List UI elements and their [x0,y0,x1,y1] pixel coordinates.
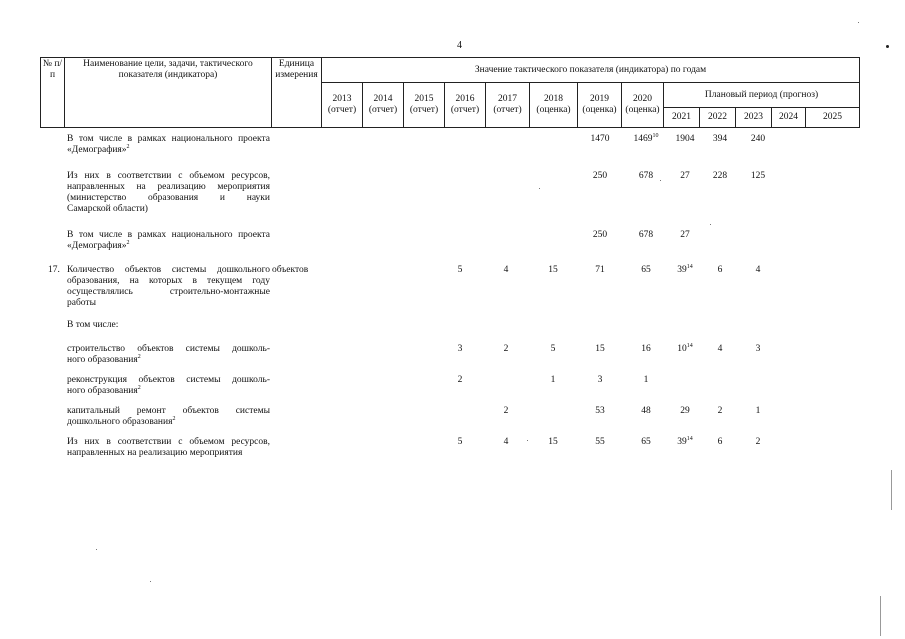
value-cell-2022 [705,344,735,355]
row-description-line: Из них в соответствии с объемом ресурсов, [67,171,270,181]
row-description-line: дошкольного образования$^2$ [67,415,176,427]
value-cell-2021 [670,344,700,355]
value-cell-2023 [743,171,773,182]
row-description [67,134,270,156]
footnote-ref: 10 [652,132,659,139]
value-text: 5 [457,437,463,447]
value-cell-2023 [743,134,773,145]
header-year-cell: 2013 (отчет) [322,83,363,128]
value-cell-2021 [670,406,700,417]
row-description [67,171,270,215]
value-cell-2018 [538,375,568,386]
value-cell-2018 [538,265,568,276]
value-cell-2016 [445,344,475,355]
header-year-cell: 2016 (отчет) [445,83,486,128]
value-text: 2 [503,406,509,416]
value-text: 250 [592,171,608,181]
value-text: 15 [548,437,558,447]
row-description-line: (министерство образования и науки [67,193,270,203]
value-cell-2021 [670,265,700,276]
header-name: Наименование цели, задачи, тактического показателя (индикатора) [65,58,272,128]
value-cell-2023 [743,265,773,276]
value-text: 39 [677,437,687,447]
value-cell-2018 [538,344,568,355]
value-cell-2021 [670,171,700,182]
row-description [67,437,270,459]
value-text: 678 [638,230,654,240]
value-cell-2019 [585,134,615,145]
value-cell-2019 [585,375,615,386]
footnote-ref: 2 [137,353,141,360]
value-cell-2020 [631,230,661,241]
value-text: 2 [717,406,723,416]
row-description-line: Самарской области) [67,204,148,214]
scan-speck [858,22,859,23]
row-description [67,344,270,366]
value-cell-2021 [670,437,700,448]
value-cell-2023 [743,344,773,355]
row-description-line: Количество объектов системы дошкольного [67,265,270,275]
header-no: № п/п [41,58,65,128]
row-description-line: В том числе в рамках национального проекта [67,230,270,240]
value-cell-2022 [705,437,735,448]
value-text: 27 [680,230,690,240]
value-text: 2 [503,344,509,354]
row-description-line: ного образования$^2$ [67,353,141,365]
value-cell-2017 [491,344,521,355]
scan-dot [886,45,889,48]
value-cell-2019 [585,437,615,448]
scan-edge [891,470,892,510]
footnote-ref: 14 [686,435,693,442]
indicator-table-header [40,57,860,128]
value-cell-2020 [631,375,661,386]
row-description-line: строительство объектов системы дошколь- [67,344,270,354]
value-cell-2019 [585,171,615,182]
value-text: 6 [717,437,723,447]
value-text: 4 [755,265,761,275]
value-text: 1904 [675,134,695,144]
row-description-line: «Демография»$^2$ [67,143,130,155]
scan-speck [150,581,151,582]
header-year-cell: 2015 (отчет) [404,83,445,128]
footnote-ref: 2 [126,239,130,246]
scan-speck [527,440,528,441]
value-text: 4 [503,437,509,447]
row-description [67,406,270,428]
value-text: 5 [457,265,463,275]
footnote-ref: 14 [686,342,693,349]
header-year-cell: 2019 (оценка) [578,83,622,128]
value-cell-2021 [670,230,700,241]
value-text: 15 [548,265,558,275]
value-text: 3 [755,344,761,354]
row-description-line: осуществлялись строительно-монтажные [67,287,270,297]
value-text: 15 [595,344,605,354]
value-cell-2020 [631,171,661,182]
footnote-ref: 2 [137,384,141,391]
row-number: 17. [48,265,60,275]
value-text: 71 [595,265,605,275]
value-cell-2020 [631,437,661,448]
row-description-line: В том числе в рамках национального проекта [67,134,270,144]
value-cell-2023 [743,437,773,448]
value-cell-2020 [631,134,661,145]
value-cell-2018 [538,437,568,448]
value-text: 29 [680,406,690,416]
value-text: 53 [595,406,605,416]
value-cell-2022 [705,171,735,182]
value-text: 5 [550,344,556,354]
value-cell-2022 [705,134,735,145]
footnote-ref: 2 [126,143,130,150]
header-year-cell: 2018 (оценка) [530,83,578,128]
scan-speck [539,188,540,189]
value-text: 1469 [633,134,653,144]
value-text: 16 [641,344,651,354]
value-text: 1 [755,406,761,416]
value-text: 240 [750,134,766,144]
row-description-line: В том числе: [67,320,119,330]
page-number: 4 [457,40,462,51]
value-text: 228 [712,171,728,181]
value-text: 1470 [590,134,610,144]
row-unit: объектов [272,265,309,275]
row-description-line: направленных на реализацию мероприятия [67,182,270,192]
header-plan-year: 2021 [664,108,700,128]
value-cell-2023 [743,406,773,417]
value-cell-2019 [585,406,615,417]
value-cell-2022 [705,406,735,417]
scan-speck [96,549,97,550]
row-description [67,265,270,309]
value-text: 65 [641,265,651,275]
value-text: 2 [755,437,761,447]
row-description-line: направленных на реализацию мероприятия [67,448,243,458]
value-text: 125 [750,171,766,181]
row-description-line: Из них в соответствии с объемом ресурсов, [67,437,270,447]
value-cell-2016 [445,265,475,276]
row-description-line: «Демография»$^2$ [67,239,130,251]
row-description [67,320,270,331]
value-text: 250 [592,230,608,240]
row-description-line: работы [67,298,96,308]
header-planned-period: Плановый период (прогноз) [664,83,860,108]
value-cell-2022 [705,265,735,276]
value-cell-2016 [445,437,475,448]
value-text: 39 [677,265,687,275]
value-text: 4 [503,265,509,275]
value-cell-2017 [491,437,521,448]
value-cell-2017 [491,265,521,276]
value-text: 27 [680,171,690,181]
value-text: 65 [641,437,651,447]
value-text: 6 [717,265,723,275]
header-unit: Единица измерения [272,58,322,128]
footnote-ref: 2 [172,415,176,422]
value-cell-2019 [585,344,615,355]
row-description-line: капитальный ремонт объектов системы [67,406,270,416]
row-description [67,230,270,252]
scan-speck [710,224,711,225]
scan-edge [880,596,881,636]
footnote-ref: 14 [686,263,693,270]
value-text: 48 [641,406,651,416]
row-description [67,375,270,397]
value-text: 678 [638,171,654,181]
row-description-line: реконструкция объектов системы дошколь- [67,375,270,385]
header-year-cell: 2017 (отчет) [486,83,530,128]
row-description-line: образования, на которых в текущем году [67,276,270,286]
header-year-cell: 2014 (отчет) [363,83,404,128]
value-cell-2021 [670,134,700,145]
header-plan-year: 2023 [736,108,772,128]
header-plan-year: 2025 [806,108,860,128]
value-text: 4 [717,344,723,354]
value-text: 10 [677,344,687,354]
value-text: 1 [643,375,649,385]
value-cell-2020 [631,344,661,355]
value-text: 1 [550,375,556,385]
value-cell-2019 [585,265,615,276]
value-text: 3 [597,375,603,385]
value-cell-2019 [585,230,615,241]
header-value-group: Значение тактического показателя (индикатора) по годам [322,58,860,83]
value-cell-2020 [631,406,661,417]
value-text: 55 [595,437,605,447]
header-plan-year: 2024 [772,108,806,128]
header-year-cell: 2020 (оценка) [622,83,664,128]
value-text: 3 [457,344,463,354]
row-description-line: ного образования$^2$ [67,384,141,396]
value-cell-2017 [491,406,521,417]
value-text: 2 [457,375,463,385]
value-cell-2016 [445,375,475,386]
value-cell-2020 [631,265,661,276]
header-plan-year: 2022 [700,108,736,128]
value-text: 394 [712,134,728,144]
